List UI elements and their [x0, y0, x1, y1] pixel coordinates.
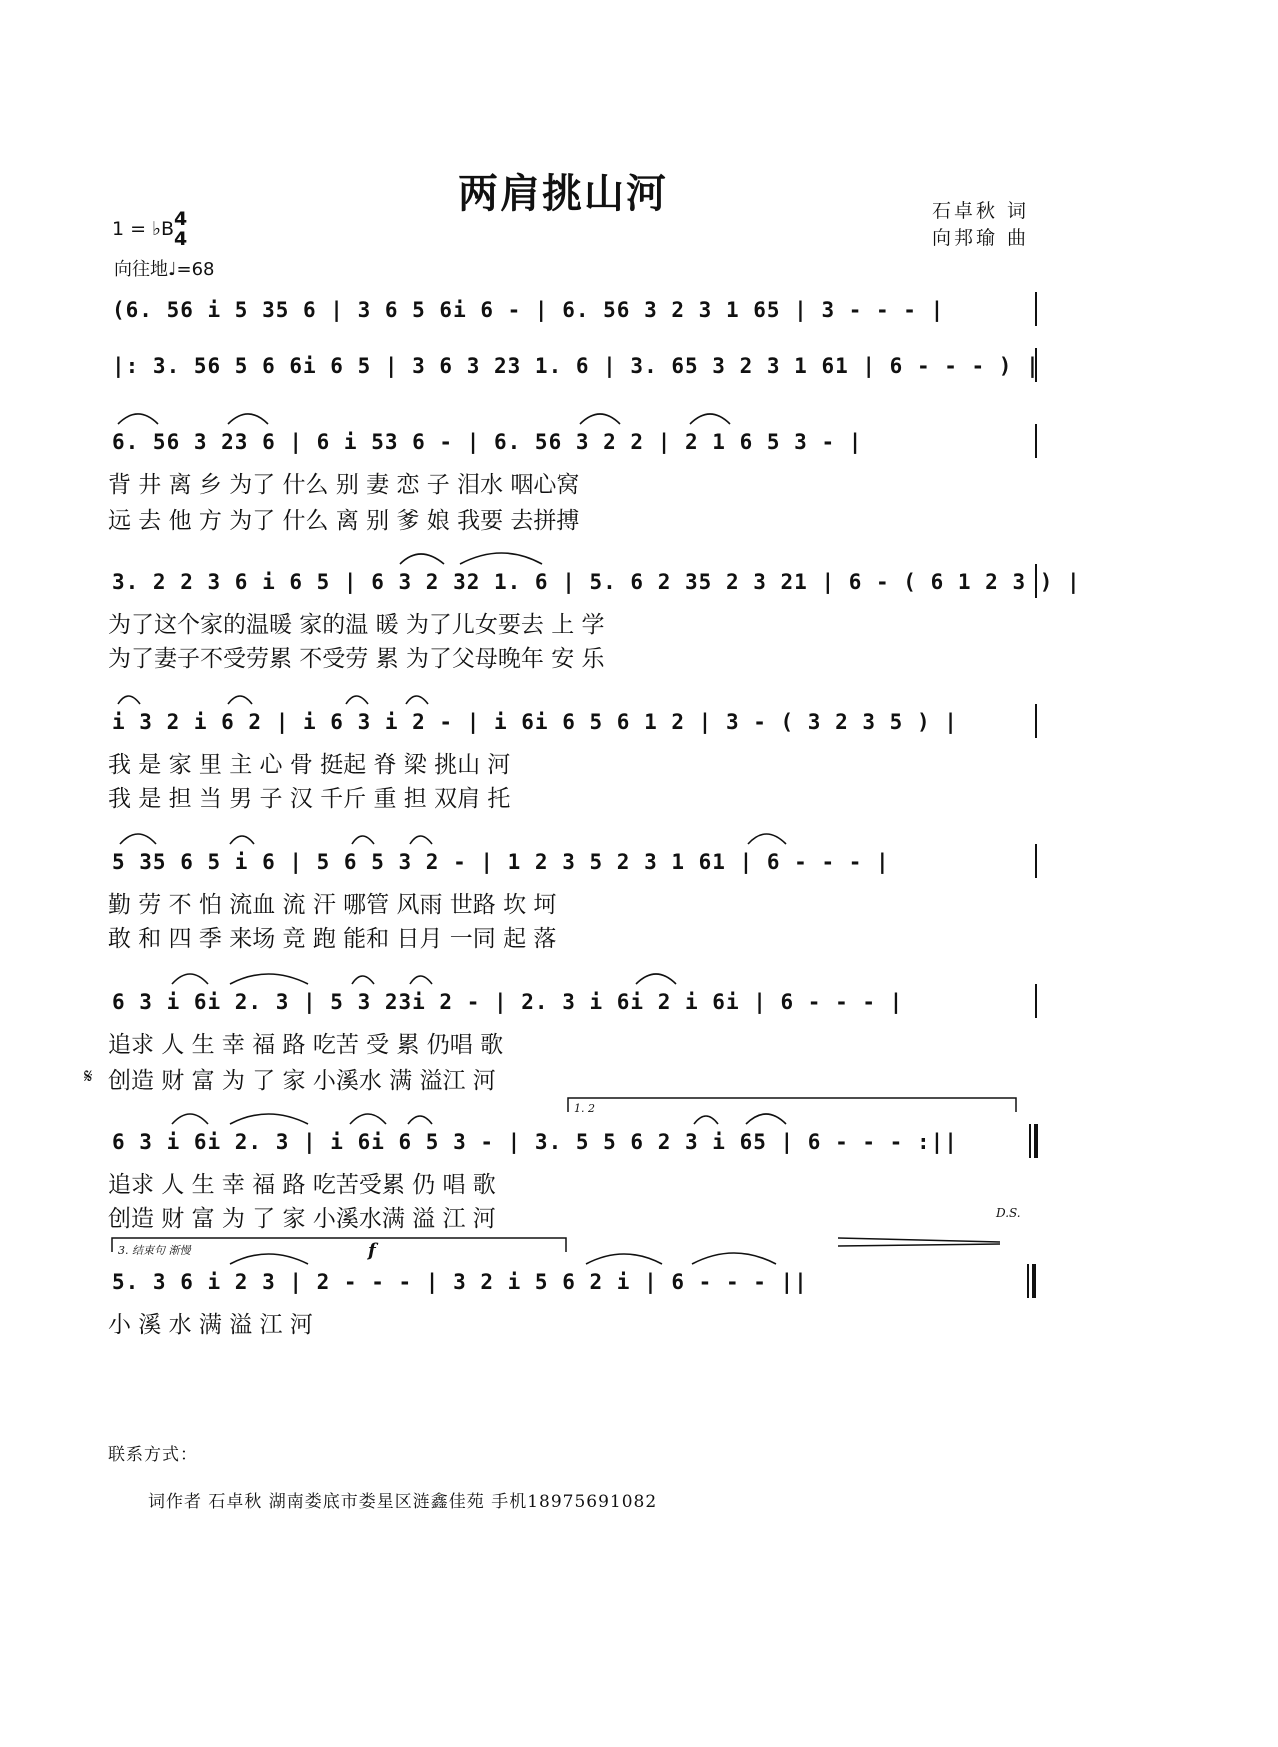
system-7-notes: 6 3 i 6i 2. 3 | 5 3 23i 2 - | 2. 3 i 6i 2 i 6i | 6 - - - | — [112, 990, 904, 1014]
system-8-lyrics-verse2: 创造 财 富 为 了 家 小溪水满 溢 江 河 — [108, 1206, 496, 1232]
system-4-notes: 3. 2 2 3 6 i 6 5 | 6 3 2 32 1. 6 | 5. 6 2 35 2 3 21 | 6 - ( 6 1 2 3 ) | — [112, 570, 1081, 594]
system-6-lyrics-verse2: 敢 和 四 季 来场 竞 跑 能和 日月 一同 起 落 — [108, 926, 557, 952]
volta-brackets — [112, 1098, 1016, 1252]
system-8-notes: 6 3 i 6i 2. 3 | i 6i 6 5 3 - | 3. 5 5 6 2 3 i 65 | 6 - - - :|| — [112, 1130, 958, 1154]
system-1-notes: (6. 56 i 5 35 6 | 3 6 5 6i 6 - | 6. 56 3 2 3 1 65 | 3 - - - | — [112, 298, 945, 322]
time-signature-bottom: 4 — [174, 228, 188, 250]
system-5-lyrics-verse2: 我 是 担 当 男 子 汉 千斤 重 担 双肩 托 — [108, 786, 511, 812]
volta-3-label: 3. 结束句 渐慢 — [118, 1244, 191, 1257]
system-7-lyrics-verse2: 创造 财 富 为 了 家 小溪水 满 溢江 河 — [108, 1068, 496, 1094]
system-end-barlines — [1028, 292, 1036, 1298]
contact-label: 联系方式： — [108, 1445, 198, 1465]
tempo-marking: 向往地♩=68 — [114, 259, 215, 280]
volta-1-2-label: 1. 2 — [574, 1102, 595, 1115]
time-signature-top: 4 — [174, 208, 188, 230]
system-6-notes: 5 35 6 5 i 6 | 5 6 5 3 2 - | 1 2 3 5 2 3 1 61 | 6 - - - | — [112, 850, 890, 874]
system-2-notes: |: 3. 56 5 6 6i 6 5 | 3 6 3 23 1. 6 | 3. 65 3 2 3 1 61 | 6 - - - ) | — [112, 354, 1040, 378]
system-9-notes: 5. 3 6 i 2 3 | 2 - - - | 3 2 i 5 6 2 i | 6 - - - || — [112, 1270, 808, 1294]
contact-line: 词作者 石卓秋 湖南娄底市娄星区涟鑫佳苑 手机18975691082 — [148, 1492, 658, 1512]
dynamic-forte: f — [368, 1240, 376, 1261]
system-3-notes: 6. 56 3 23 6 | 6 i 53 6 - | 6. 56 3 2 2 | 2 1 6 5 3 - | — [112, 430, 863, 454]
system-3-lyrics-verse2: 远 去 他 方 为了 什么 离 别 爹 娘 我要 去拼搏 — [108, 508, 580, 534]
slur-marks — [118, 414, 786, 1264]
composer-credit: 向邦瑜 曲 — [932, 227, 1030, 249]
key-signature: 1 = ♭B — [112, 218, 175, 240]
system-4-lyrics-verse1: 为了这个家的温暖 家的温 暖 为了儿女要去 上 学 — [108, 612, 605, 638]
system-9-lyrics-verse1: 小 溪 水 满 溢 江 河 — [108, 1312, 313, 1338]
system-7-lyrics-verse1: 追求 人 生 幸 福 路 吃苦 受 累 仍唱 歌 — [108, 1032, 504, 1058]
ds-marking: D.S. — [996, 1206, 1021, 1220]
system-4-lyrics-verse2: 为了妻子不受劳累 不受劳 累 为了父母晚年 安 乐 — [108, 646, 605, 672]
system-6-lyrics-verse1: 勤 劳 不 怕 流血 流 汗 哪管 风雨 世路 坎 坷 — [108, 892, 557, 918]
system-8-lyrics-verse1: 追求 人 生 幸 福 路 吃苦受累 仍 唱 歌 — [108, 1172, 496, 1198]
system-3-lyrics-verse1: 背 井 离 乡 为了 什么 别 妻 恋 子 泪水 咽心窝 — [108, 472, 580, 498]
system-5-notes: i 3 2 i 6 2 | i 6 3 i 2 - | i 6i 6 5 6 1 2 | 3 - ( 3 2 3 5 ) | — [112, 710, 958, 734]
song-title: 两肩挑山河 — [458, 170, 668, 217]
system-5-lyrics-verse1: 我 是 家 里 主 心 骨 挺起 脊 梁 挑山 河 — [108, 752, 511, 778]
segno-sign: 𝄋 — [84, 1064, 95, 1088]
lyricist-credit: 石卓秋 词 — [932, 200, 1030, 222]
